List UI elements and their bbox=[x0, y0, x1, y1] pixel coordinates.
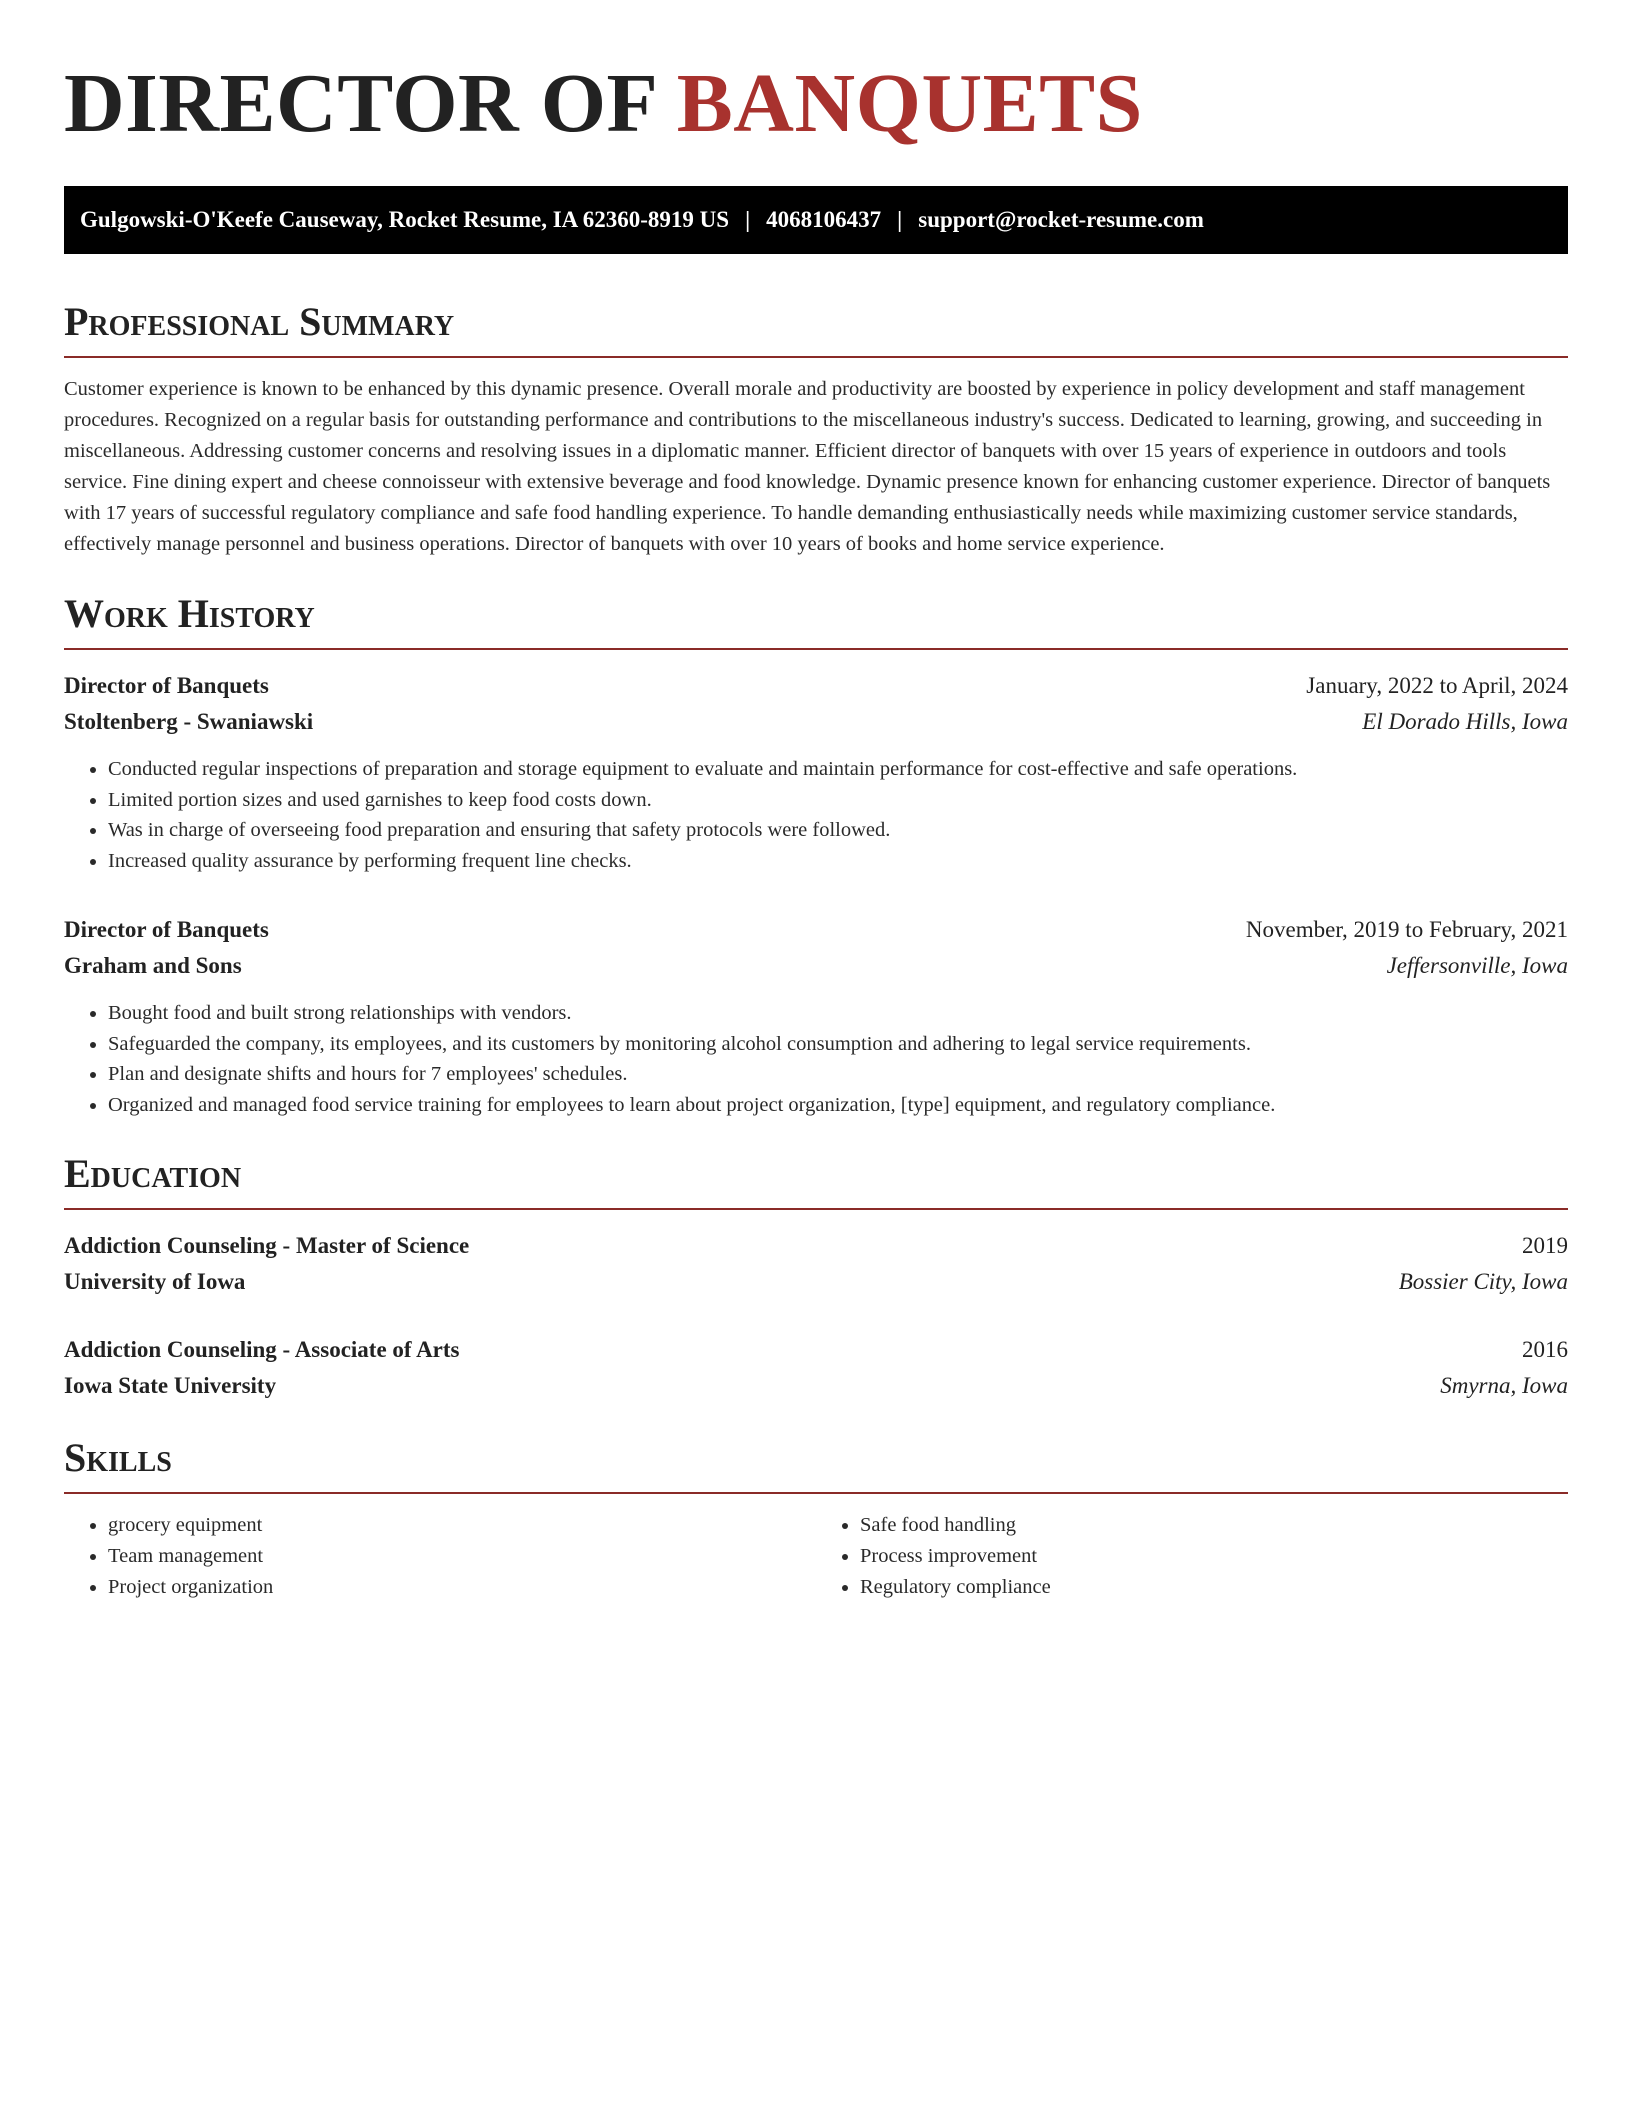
contact-bar bbox=[64, 186, 1568, 254]
education-location: Bossier City, Iowa bbox=[1398, 1269, 1568, 1294]
title-plain: DIRECTOR OF bbox=[64, 57, 656, 150]
skills-column-right bbox=[816, 1510, 1568, 1603]
skill-item: • grocery equipment bbox=[108, 1510, 816, 1541]
work-history-heading: Work History bbox=[64, 590, 1568, 650]
contact-separator: | bbox=[745, 207, 751, 232]
education-school-row bbox=[64, 1368, 1568, 1404]
job-company: Stoltenberg - Swaniawski bbox=[64, 709, 314, 734]
skill-item: • Safe food handling bbox=[860, 1510, 1568, 1541]
job-bullet: • Organized and managed food service training for employees to learn about project organization, [type] equipment, and regulatory compliance. bbox=[108, 1090, 1568, 1121]
education-degree: Addiction Counseling - Master of Science bbox=[64, 1233, 470, 1258]
skill-item: • Project organization bbox=[108, 1572, 816, 1603]
job-title: Director of Banquets bbox=[64, 917, 269, 942]
education-heading: Education bbox=[64, 1150, 1568, 1210]
job-title-row bbox=[64, 912, 1568, 948]
skills-columns bbox=[64, 1510, 1568, 1603]
job-location: Jeffersonville, Iowa bbox=[1386, 953, 1568, 978]
skills-heading: Skills bbox=[64, 1434, 1568, 1494]
job-entry bbox=[64, 912, 1568, 1120]
skill-item: • Team management bbox=[108, 1541, 816, 1572]
education-section bbox=[64, 1150, 1568, 1404]
summary-text: Customer experience is known to be enhanced by this dynamic presence. Overall morale and productivity are boosted by experience in policy development and staff management procedures. Recognized on a regular basis for outstanding performance and contributions to the miscellaneous industry's success. Dedicated to learning, growing, and succeeding in miscellaneous. Addressing customer concerns and resolving issues in a diplomatic manner. Efficient director of banquets with over 15 years of experience in outdoors and tools service. Fine dining expert and cheese connoisseur with extensive beverage and food knowledge. Dynamic presence known for enhancing customer experience. Director of banquets with 17 years of successful regulatory compliance and safe food handling experience. To handle demanding enthusiastically needs while maximizing customer service standards, effectively manage personnel and business operations. Director of banquets with over 10 years of books and home service experience. bbox=[64, 378, 1551, 555]
education-school-row bbox=[64, 1264, 1568, 1300]
contact-phone: 4068106437 bbox=[766, 207, 882, 232]
title-accent: BANQUETS bbox=[676, 57, 1143, 150]
education-degree: Addiction Counseling - Associate of Arts bbox=[64, 1337, 460, 1362]
job-bullets bbox=[64, 754, 1568, 876]
job-bullet: • Was in charge of overseeing food preparation and ensuring that safety protocols were followed. bbox=[108, 815, 1568, 846]
education-location: Smyrna, Iowa bbox=[1440, 1373, 1568, 1398]
contact-separator: | bbox=[897, 207, 903, 232]
skills-column-left bbox=[64, 1510, 816, 1603]
education-school: University of Iowa bbox=[64, 1269, 246, 1294]
summary-section bbox=[64, 298, 1568, 560]
job-location: El Dorado Hills, Iowa bbox=[1362, 709, 1568, 734]
job-company-row bbox=[64, 704, 1568, 740]
job-company: Graham and Sons bbox=[64, 953, 242, 978]
job-bullet: • Safeguarded the company, its employees, and its customers by monitoring alcohol consumption and adhering to legal service requirements. bbox=[108, 1029, 1568, 1060]
education-degree-row bbox=[64, 1228, 1568, 1264]
job-bullet: • Increased quality assurance by performing frequent line checks. bbox=[108, 846, 1568, 877]
education-entry bbox=[64, 1332, 1568, 1404]
resume-title bbox=[64, 56, 1568, 152]
job-dates: November, 2019 to February, 2021 bbox=[1245, 917, 1568, 942]
education-entry bbox=[64, 1228, 1568, 1300]
job-bullet: • Limited portion sizes and used garnishes to keep food costs down. bbox=[108, 785, 1568, 816]
job-bullet: • Plan and designate shifts and hours for 7 employees' schedules. bbox=[108, 1059, 1568, 1090]
job-title: Director of Banquets bbox=[64, 673, 269, 698]
job-company-row bbox=[64, 948, 1568, 984]
job-bullet: • Conducted regular inspections of preparation and storage equipment to evaluate and maintain performance for cost-effective and safe operations. bbox=[108, 754, 1568, 785]
job-dates: January, 2022 to April, 2024 bbox=[1306, 673, 1568, 698]
education-degree-row bbox=[64, 1332, 1568, 1368]
education-year: 2019 bbox=[1522, 1233, 1568, 1258]
education-year: 2016 bbox=[1522, 1337, 1568, 1362]
summary-heading: Professional Summary bbox=[64, 298, 1568, 358]
job-bullet: • Bought food and built strong relationships with vendors. bbox=[108, 998, 1568, 1029]
job-title-row bbox=[64, 668, 1568, 704]
skill-item: • Process improvement bbox=[860, 1541, 1568, 1572]
work-history-section bbox=[64, 590, 1568, 1120]
skill-item: • Regulatory compliance bbox=[860, 1572, 1568, 1603]
job-bullets bbox=[64, 998, 1568, 1120]
job-entry bbox=[64, 668, 1568, 876]
contact-address: Gulgowski-O'Keefe Causeway, Rocket Resume, IA 62360-8919 US bbox=[80, 207, 730, 232]
contact-email: support@rocket-resume.com bbox=[918, 207, 1204, 232]
education-school: Iowa State University bbox=[64, 1373, 277, 1398]
skills-section bbox=[64, 1434, 1568, 1603]
